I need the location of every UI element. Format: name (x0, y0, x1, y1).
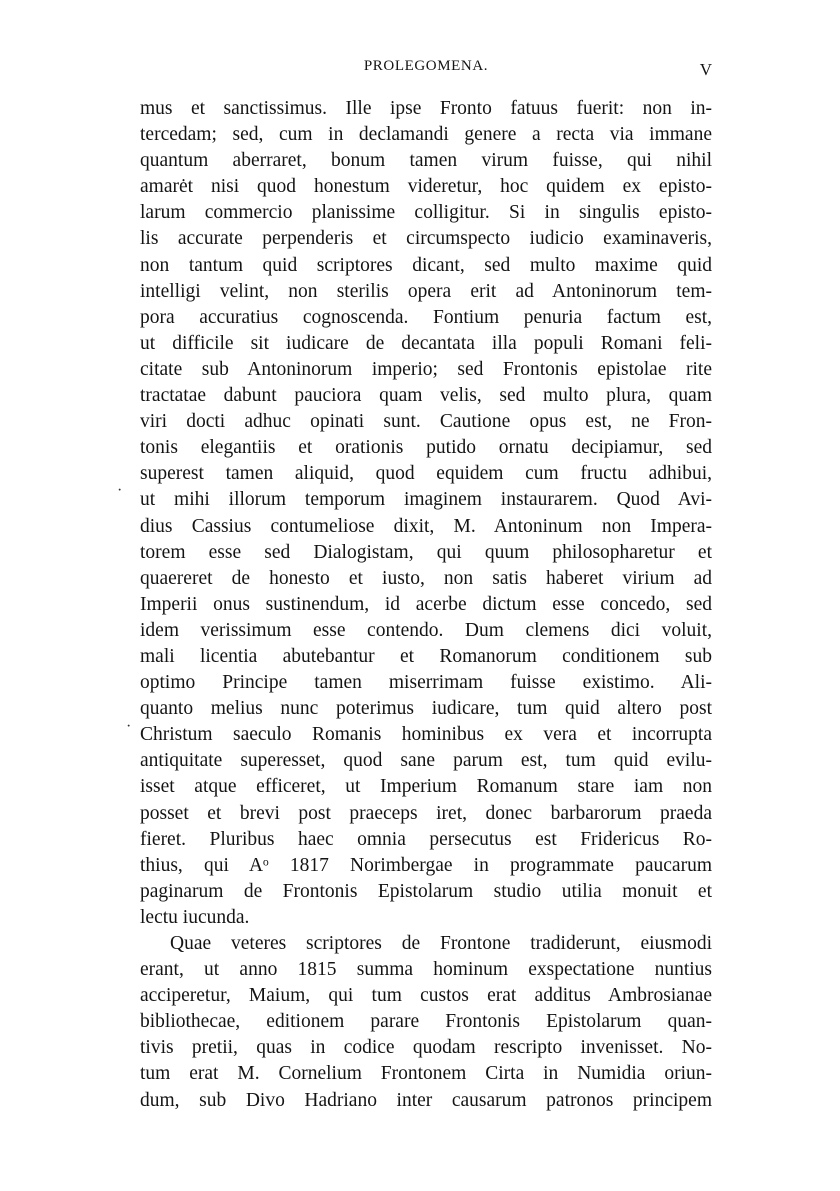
text-line: antiquitate superesset, quod sane parum est, tum quid evilu- (140, 750, 712, 772)
text-line: fieret. Pluribus haec omnia persecutus est Fridericus Ro- (140, 828, 712, 850)
text-line: erant, ut anno 1815 summa hominum exspectatione nuntius (140, 959, 712, 981)
text-line: pora accuratius cognoscenda. Fontium penuria factum est, (140, 306, 712, 328)
text-line: Imperii onus sustinendum, id acerbe dictum esse concedo, sed (140, 593, 712, 615)
text-line: lis accurate perpenderis et circumspecto iudicio examinaveris, (140, 228, 712, 250)
margin-dot-mark: · (126, 718, 132, 735)
text-line: larum commercio planissime colligitur. Si in singulis episto- (140, 202, 712, 224)
page-number: V (699, 60, 712, 79)
text-line: dum, sub Divo Hadriano inter causarum patronos principem (140, 1089, 712, 1111)
body-text (140, 96, 712, 1114)
text-line: tivis pretii, quas in codice quodam rescripto invenisset. No- (140, 1037, 712, 1059)
paragraph-start-line: Quae veteres scriptores de Frontone tradiderunt, eiusmodi (170, 933, 712, 954)
text-line: quaereret de honesto et iusto, non satis haberet virium ad (140, 567, 712, 589)
text-line: thius, qui Aᵒ 1817 Norimbergae in programmate paucarum (140, 854, 712, 876)
text-line: dius Cassius contumeliose dixit, M. Antoninum non Impera- (140, 515, 712, 537)
text-line: mus et sanctissimus. Ille ipse Fronto fatuus fuerit: non in- (140, 98, 712, 119)
text-line: tractatae dabunt pauciora quam velis, sed multo plura, quam (140, 385, 712, 407)
text-line: posset et brevi post praeceps iret, donec barbarorum praeda (140, 802, 712, 824)
text-line: amarėt nisi quod honestum videretur, hoc quidem ex episto- (140, 176, 712, 198)
margin-dot-mark: · (117, 482, 123, 499)
text-line: bibliothecae, editionem parare Frontonis Epistolarum quan- (140, 1011, 712, 1033)
text-line: Christum saeculo Romanis hominibus ex vera et incorrupta (140, 724, 712, 746)
text-line: tum erat M. Cornelium Frontonem Cirta in Numidia oriun- (140, 1063, 712, 1085)
text-line: mali licentia abutebantur et Romanorum conditionem sub (140, 645, 712, 667)
text-line: ut mihi illorum temporum imaginem instaurarem. Quod Avi- (140, 489, 712, 511)
text-line: idem verissimum esse contendo. Dum clemens dici voluit, (140, 619, 712, 641)
text-line: tercedam; sed, cum in declamandi genere a recta via immane (140, 124, 712, 146)
text-line: torem esse sed Dialogistam, qui quum philosopharetur et (140, 541, 712, 563)
text-line: tonis elegantiis et orationis putido ornatu decipiamur, sed (140, 437, 712, 459)
text-line: citate sub Antoninorum imperio; sed Frontonis epistolae rite (140, 358, 712, 380)
text-line: superest tamen aliquid, quod equidem cum fructu adhibui, (140, 463, 712, 485)
running-title: PROLEGOMENA. (363, 58, 489, 74)
text-line: intelligi velint, non sterilis opera erit ad Antoninorum tem- (140, 280, 712, 302)
text-line: non tantum quid scriptores dicant, sed multo maxime quid (140, 254, 712, 276)
running-head (140, 58, 712, 88)
text-line: optimo Principe tamen miserrimam fuisse existimo. Ali- (140, 672, 712, 694)
text-line: viri docti adhuc opinati sunt. Cautione opus est, ne Fron- (140, 411, 712, 433)
text-line: acciperetur, Maium, qui tum custos erat additus Ambrosianae (140, 985, 712, 1007)
text-line: ut difficile sit iudicare de decantata illa populi Romani feli- (140, 332, 712, 354)
text-line: quanto melius nunc poterimus iudicare, tum quid altero post (140, 698, 712, 720)
text-line: quantum aberraret, bonum tamen virum fuisse, qui nihil (140, 150, 712, 172)
text-line: isset atque efficeret, ut Imperium Romanum stare iam non (140, 776, 712, 798)
paragraph-end-line: lectu iucunda. (140, 906, 250, 928)
text-line: paginarum de Frontonis Epistolarum studio utilia monuit et (140, 880, 712, 902)
